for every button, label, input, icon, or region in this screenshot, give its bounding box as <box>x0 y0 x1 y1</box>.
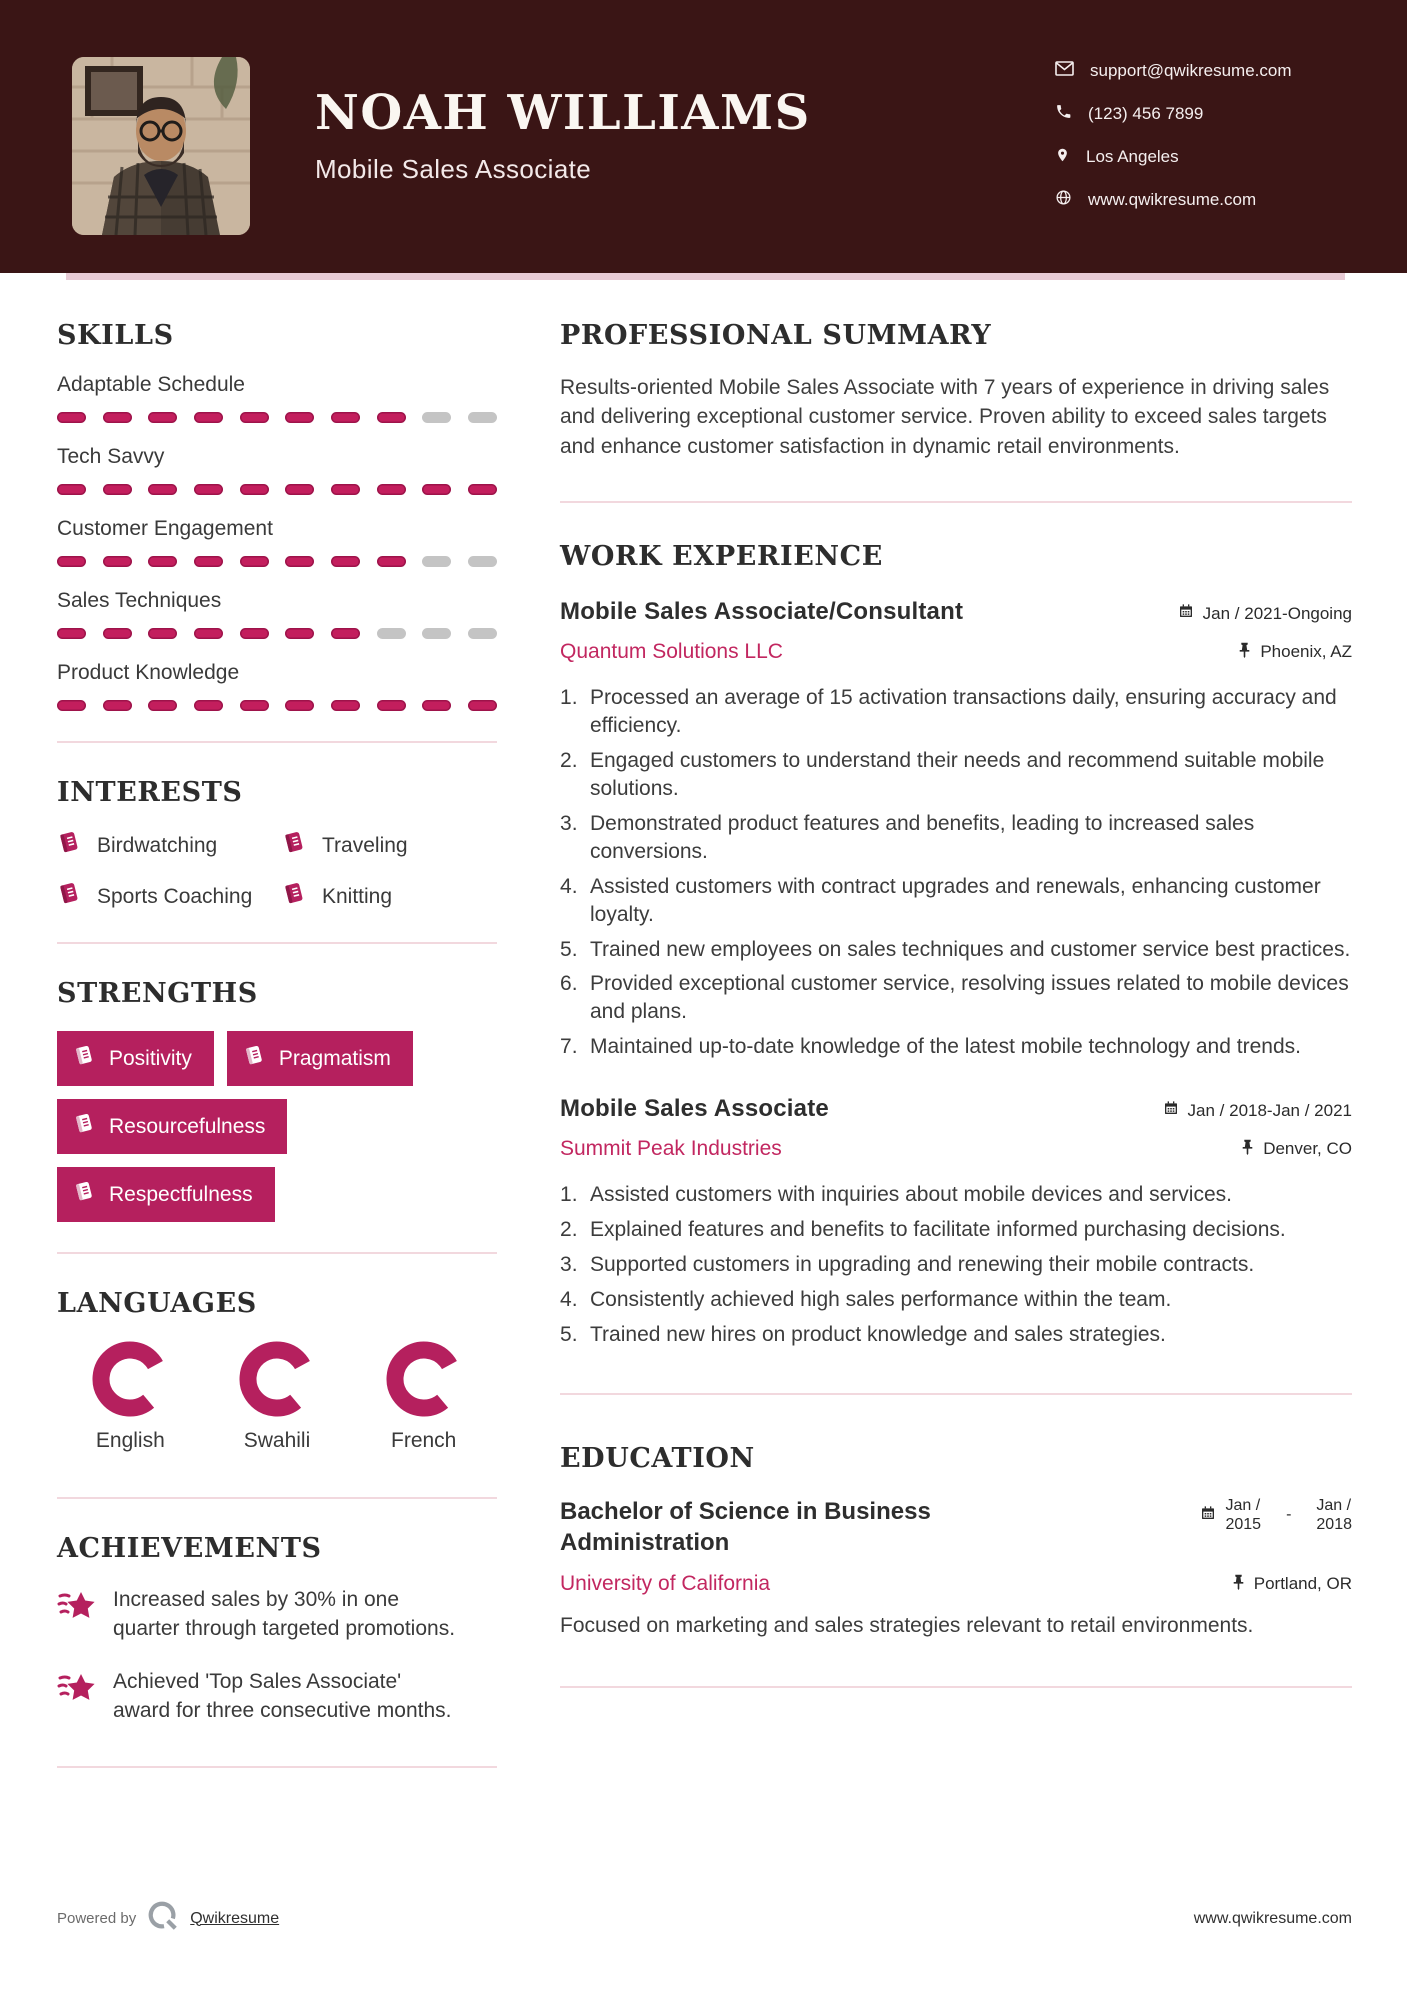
experience-bullet: Engaged customers to understand their needs and recommend suitable mobile solutions. <box>590 749 1325 800</box>
sidebar <box>57 320 497 1802</box>
education-location <box>1232 1574 1352 1595</box>
calendar-icon <box>1200 1505 1216 1526</box>
section-divider <box>560 501 1352 503</box>
skill-dash-filled <box>468 700 497 711</box>
book-icon <box>73 1044 95 1073</box>
footer <box>57 1899 1352 1938</box>
education-note: Focused on marketing and sales strategies relevant to retail environments. <box>560 1614 1254 1638</box>
job-location <box>1241 1139 1352 1160</box>
job-title: Mobile Sales Associate <box>560 1095 829 1123</box>
interest-item <box>282 830 497 861</box>
skill-dash-filled <box>285 700 314 711</box>
skill-dash-filled <box>57 556 86 567</box>
skill-dash-filled <box>240 484 269 495</box>
interest-label: Traveling <box>322 833 408 857</box>
language-label: English <box>95 1429 165 1452</box>
skill-dash-filled <box>194 628 223 639</box>
skills-heading: SKILLS <box>57 320 174 351</box>
strength-chip <box>57 1167 275 1222</box>
experience-bullet: Processed an average of 15 activation transactions daily, ensuring accuracy and efficiency. <box>590 686 1337 738</box>
job-date <box>1163 1100 1352 1121</box>
languages-heading: LANGUAGES <box>57 1288 257 1319</box>
header-accent-strip <box>66 273 1345 280</box>
strength-label: Positivity <box>109 1046 192 1070</box>
skill-dash-filled <box>148 412 177 423</box>
skill-dash-filled <box>194 484 223 495</box>
skill-name: Adaptable Schedule <box>57 373 245 396</box>
skill-dash-filled <box>331 484 360 495</box>
strength-chip <box>57 1031 214 1086</box>
achievements-section <box>57 1533 497 1726</box>
experience-bullet: Consistently achieved high sales performance within the team. <box>590 1288 1172 1311</box>
achievement-text: Achieved 'Top Sales Associate' award for three consecutive months. <box>113 1669 452 1722</box>
skill-item <box>57 373 497 423</box>
footer-branding <box>57 1899 279 1938</box>
skill-name: Product Knowledge <box>57 661 240 684</box>
achievement-text: Increased sales by 30% in one quarter through targeted promotions. <box>113 1588 456 1640</box>
achievements-heading: ACHIEVEMENTS <box>57 1533 322 1564</box>
contact-website[interactable] <box>1055 185 1292 215</box>
experience-section <box>560 541 1352 1349</box>
strengths-heading: STRENGTHS <box>57 978 258 1009</box>
calendar-icon <box>1178 603 1194 624</box>
section-divider <box>57 741 497 743</box>
experience-bullet: Provided exceptional customer service, resolving issues related to mobile devices and plans. <box>590 972 1349 1024</box>
skill-dash-filled <box>240 628 269 639</box>
star-achievement-icon <box>57 1586 95 1644</box>
education-degree: Bachelor of Science in Business Administration <box>560 1497 931 1557</box>
contact-location-text: Los Angeles <box>1086 147 1179 166</box>
summary-heading: PROFESSIONAL SUMMARY <box>560 320 992 351</box>
summary-text: Results-oriented Mobile Sales Associate with 7 years of experience in driving sales and delivering exceptional customer service. Proven ability to exceed sales targets and enhance customer satisfaction in dynamic retail environments. <box>560 376 1330 458</box>
book-icon <box>243 1044 265 1073</box>
skills-section <box>57 320 497 711</box>
main-column <box>560 320 1352 1802</box>
education-date-end: Jan / 2018 <box>1316 1496 1352 1534</box>
section-divider <box>57 1766 497 1768</box>
skill-dash-filled <box>103 484 132 495</box>
job-location-text: Phoenix, AZ <box>1260 642 1352 662</box>
skill-dash-filled <box>240 412 269 423</box>
language-level-arc <box>386 1341 462 1417</box>
contact-website-text: www.qwikresume.com <box>1088 190 1257 209</box>
book-icon <box>73 1180 95 1209</box>
skill-item <box>57 589 497 639</box>
person-title: Mobile Sales Associate <box>315 154 592 185</box>
experience-bullet: Assisted customers with contract upgrades and renewals, enhancing customer loyalty. <box>590 874 1321 926</box>
strength-label: Resourcefulness <box>109 1114 266 1138</box>
identity-block <box>315 85 811 185</box>
skill-name: Customer Engagement <box>57 517 273 540</box>
skill-dash-filled <box>285 412 314 423</box>
contact-email[interactable] <box>1055 56 1292 86</box>
section-divider <box>57 1252 497 1254</box>
achievement-item <box>57 1668 497 1726</box>
language-level-arc <box>92 1341 168 1417</box>
education-school: University of California <box>560 1572 771 1596</box>
skill-dash-filled <box>57 484 86 495</box>
skill-dash-filled <box>57 628 86 639</box>
interest-item <box>57 830 282 861</box>
section-divider <box>57 1497 497 1499</box>
footer-website: www.qwikresume.com <box>1193 1909 1352 1927</box>
skill-dash-filled <box>103 412 132 423</box>
job-company: Quantum Solutions LLC <box>560 640 783 664</box>
education-date-separator: - <box>1286 1506 1292 1524</box>
profile-photo-illustration <box>72 57 250 235</box>
section-divider <box>560 1393 1352 1395</box>
skill-dash-filled <box>148 700 177 711</box>
experience-bullet: Supported customers in upgrading and renewing their mobile contracts. <box>590 1253 1255 1277</box>
languages-list <box>57 1341 497 1453</box>
strengths-list <box>57 1031 497 1222</box>
profile-photo <box>72 57 250 235</box>
book-icon <box>282 830 306 861</box>
section-divider <box>560 1686 1352 1688</box>
pin-icon <box>1232 1574 1245 1595</box>
contact-list <box>1055 56 1292 228</box>
strength-label: Respectfulness <box>109 1182 253 1206</box>
language-label: Swahili <box>243 1429 311 1452</box>
skill-level-bar <box>57 412 497 423</box>
skill-level-bar <box>57 628 497 639</box>
skill-dash-empty <box>468 628 497 639</box>
job-date-text: Jan / 2018-Jan / 2021 <box>1187 1100 1352 1120</box>
interests-section <box>57 777 497 912</box>
skill-dash-filled <box>331 628 360 639</box>
skill-dash-empty <box>422 412 451 423</box>
header <box>0 0 1407 273</box>
skill-item <box>57 661 497 711</box>
skill-dash-filled <box>57 412 86 423</box>
strength-chip <box>57 1099 287 1154</box>
job-bullet-list <box>560 684 1352 1061</box>
interests-heading: INTERESTS <box>57 777 243 808</box>
job-date-text: Jan / 2021-Ongoing <box>1202 603 1352 623</box>
strength-label: Pragmatism <box>278 1046 391 1070</box>
skill-dash-filled <box>148 628 177 639</box>
qwikresume-logo-icon <box>146 1899 180 1938</box>
skill-dash-filled <box>194 556 223 567</box>
interest-item <box>57 881 282 912</box>
book-icon <box>73 1112 95 1141</box>
skill-dash-filled <box>377 556 406 567</box>
language-level-arc <box>239 1341 315 1417</box>
skill-dash-filled <box>57 700 86 711</box>
pin-icon <box>1241 1139 1254 1160</box>
job-location <box>1238 642 1352 663</box>
skill-dash-filled <box>194 412 223 423</box>
job-company: Summit Peak Industries <box>560 1137 782 1161</box>
job-location-text: Denver, CO <box>1263 1139 1352 1159</box>
star-achievement-icon <box>57 1668 95 1726</box>
skill-dash-filled <box>240 556 269 567</box>
section-divider <box>57 942 497 944</box>
skill-dash-filled <box>103 556 132 567</box>
job-entry <box>560 1095 1352 1349</box>
phone-icon <box>1055 103 1072 125</box>
skill-dash-filled <box>194 700 223 711</box>
education-date-start: Jan / 2015 <box>1225 1496 1262 1534</box>
skill-dash-filled <box>148 484 177 495</box>
summary-section <box>560 320 1352 461</box>
skill-dash-filled <box>103 700 132 711</box>
skill-dash-filled <box>103 628 132 639</box>
experience-bullet: Maintained up-to-date knowledge of the latest mobile technology and trends. <box>590 1035 1301 1059</box>
skill-level-bar <box>57 700 497 711</box>
person-name: NOAH WILLIAMS <box>315 85 811 141</box>
job-entry <box>560 598 1352 1061</box>
languages-section <box>57 1288 497 1453</box>
education-date <box>1200 1496 1352 1534</box>
education-section <box>560 1443 1352 1638</box>
skill-dash-empty <box>422 556 451 567</box>
skill-dash-filled <box>148 556 177 567</box>
book-icon <box>57 830 81 861</box>
skill-dash-filled <box>285 484 314 495</box>
skill-dash-filled <box>285 556 314 567</box>
strength-chip <box>227 1031 413 1086</box>
skill-dash-empty <box>468 412 497 423</box>
skill-name: Sales Techniques <box>57 589 222 612</box>
skill-dash-filled <box>377 700 406 711</box>
education-location-text: Portland, OR <box>1253 1574 1352 1594</box>
language-item <box>350 1341 497 1453</box>
skill-level-bar <box>57 484 497 495</box>
skill-dash-filled <box>468 484 497 495</box>
globe-icon <box>1055 189 1072 211</box>
skill-dash-filled <box>422 700 451 711</box>
job-date <box>1178 603 1352 624</box>
location-pin-icon <box>1055 146 1070 169</box>
skill-dash-filled <box>285 628 314 639</box>
content <box>0 273 1407 1802</box>
skill-item <box>57 517 497 567</box>
skill-dash-filled <box>377 412 406 423</box>
contact-phone-text: (123) 456 7899 <box>1088 104 1204 123</box>
experience-bullet: Trained new employees on sales techniques and customer service best practices. <box>590 937 1351 961</box>
language-label: French <box>391 1429 457 1452</box>
powered-by-label: Powered by <box>57 1910 137 1927</box>
contact-phone[interactable] <box>1055 99 1292 129</box>
interest-label: Sports Coaching <box>97 884 253 908</box>
strengths-section <box>57 978 497 1222</box>
skill-level-bar <box>57 556 497 567</box>
interest-label: Birdwatching <box>97 833 218 857</box>
book-icon <box>282 881 306 912</box>
skill-dash-filled <box>377 484 406 495</box>
experience-heading: WORK EXPERIENCE <box>560 541 883 573</box>
contact-email-text: support@qwikresume.com <box>1090 61 1292 80</box>
job-bullet-list <box>560 1181 1352 1349</box>
envelope-icon <box>1055 61 1074 81</box>
skill-dash-filled <box>331 412 360 423</box>
pin-icon <box>1238 642 1251 663</box>
qwikresume-link[interactable]: Qwikresume <box>190 1909 280 1927</box>
skill-dash-filled <box>240 700 269 711</box>
experience-bullet: Trained new hires on product knowledge and sales strategies. <box>590 1322 1166 1346</box>
skill-name: Tech Savvy <box>57 445 165 468</box>
experience-bullet: Assisted customers with inquiries about mobile devices and services. <box>590 1183 1232 1207</box>
skill-dash-filled <box>331 556 360 567</box>
book-icon <box>57 881 81 912</box>
education-heading: EDUCATION <box>560 1442 755 1474</box>
interest-item <box>282 881 497 912</box>
skill-item <box>57 445 497 495</box>
calendar-icon <box>1163 1100 1179 1121</box>
contact-location <box>1055 142 1292 172</box>
experience-bullet: Explained features and benefits to facilitate informed purchasing decisions. <box>590 1218 1286 1242</box>
experience-bullet: Demonstrated product features and benefits, leading to increased sales conversions. <box>590 811 1255 863</box>
achievement-item <box>57 1586 497 1644</box>
job-title: Mobile Sales Associate/Consultant <box>560 598 964 626</box>
skill-dash-filled <box>331 700 360 711</box>
skill-dash-empty <box>377 628 406 639</box>
skill-dash-filled <box>422 484 451 495</box>
interests-grid <box>57 830 497 912</box>
interest-label: Knitting <box>322 884 393 908</box>
language-item <box>57 1341 204 1453</box>
skill-dash-empty <box>422 628 451 639</box>
language-item <box>204 1341 351 1453</box>
skill-dash-empty <box>468 556 497 567</box>
